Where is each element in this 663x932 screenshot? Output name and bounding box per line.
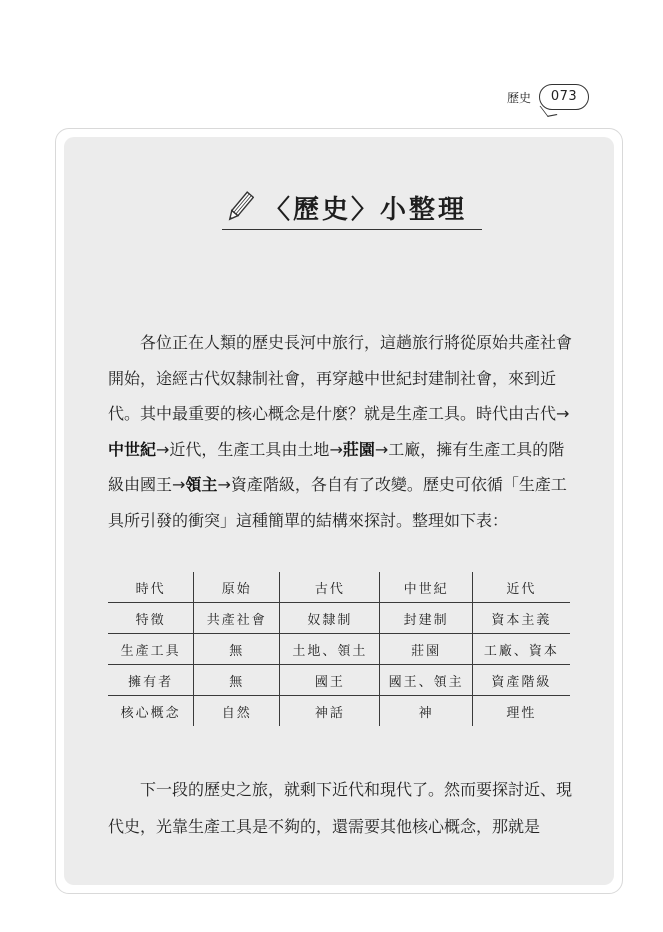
row-header: 核心概念 [108,696,194,727]
page-number-badge [539,84,589,110]
arrow: → [556,404,570,423]
table-cell: 近代 [472,572,570,603]
table-cell: 理性 [472,696,570,727]
arrow: → [217,475,231,494]
table-cell: 無 [194,665,280,696]
keyword-middle-ages: 中世紀 [108,439,157,459]
arrow: → [172,475,186,494]
row-header: 特徵 [108,603,194,634]
table-row [108,634,570,665]
table-cell: 資本主義 [472,603,570,634]
table-row [108,572,570,603]
intro-text-2: 近代，生產工具由土地 [169,439,330,459]
table-cell: 莊園 [380,634,472,665]
table-cell: 神話 [280,696,380,727]
table-cell: 無 [194,634,280,665]
table-cell: 資產階級 [472,665,570,696]
table-cell: 共產社會 [194,603,280,634]
intro-text-4: 資產階級，各自有了改變。歷史可依循「生產工具所引發的衝突」這種簡單的結構來探討。整理如下表： [108,475,567,530]
closing-text: 下一段的歷史之旅，就剩下近代和現代了。然而要探討近、現代史，光靠生產工具是不夠的，還需要其他核心概念，那就是 [108,780,573,836]
pencil-icon [226,189,254,225]
page-title: 〈歷史〉小整理 [264,195,468,225]
table-cell: 國王 [280,665,380,696]
table-cell: 國王、領主 [380,665,472,696]
table-cell: 封建制 [380,603,472,634]
keyword-lord: 領主 [185,475,218,494]
table-cell: 工廠、資本 [472,634,570,665]
arrow: → [329,439,343,459]
table-row [108,665,570,696]
page-number: 073 [550,89,578,104]
table-cell: 中世紀 [380,572,472,603]
intro-paragraph [108,325,578,538]
row-header: 時代 [135,581,166,597]
table-row [108,603,570,634]
table-cell: 神 [380,696,472,727]
intro-text-3: 工廠，擁有生產工具的階級由國王 [108,439,565,494]
table-row [108,696,570,727]
arrow: → [156,439,170,459]
closing-paragraph [108,771,578,845]
keyword-manor: 莊園 [342,439,375,459]
history-summary-table [108,572,570,726]
table-cell: 古代 [280,572,380,603]
section-label: 歷史 [506,90,531,105]
page-header [507,84,589,110]
table-cell: 自然 [194,696,280,727]
arrow: → [374,439,389,459]
title-block [222,183,482,230]
table-cell: 土地、領土 [280,634,380,665]
intro-text-1: 各位正在人類的歷史長河中旅行，這趟旅行將從原始共產社會開始，途經古代奴隸制社會，再穿越中世紀封建制社會，來到近代。其中最重要的核心概念是什麼？就是生產工具。時代由古代 [108,333,573,423]
row-header: 擁有者 [108,665,194,696]
table-cell: 原始 [194,572,280,603]
row-header: 生產工具 [108,634,194,665]
table-cell: 奴隸制 [280,603,380,634]
speech-bubble-tail [540,104,558,117]
